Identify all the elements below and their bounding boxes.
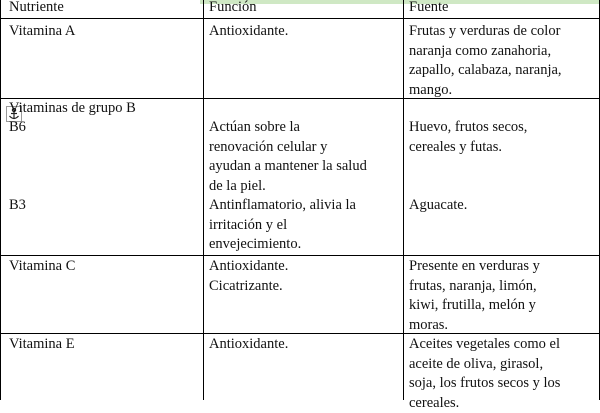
cell-funcion-b6: Actúan sobre la renovación celular y ayudan a mantener la salud de la piel. — [209, 119, 367, 194]
cell-fuente-b3: Aguacate. — [409, 197, 468, 213]
cell-fuente-vitamina-e: Aceites vegetales como el aceite de oliva, girasol, soja, los frutos secos y los cereales. — [409, 336, 561, 411]
cell-nutriente-grupo-b: Vitaminas de grupo B — [9, 100, 136, 116]
cell-nutriente-vitamina-e: Vitamina E — [9, 336, 75, 352]
cell-funcion-b3: Antinflamatorio, alivia la irritación y el envejecimiento. — [209, 197, 356, 252]
row-divider — [0, 255, 600, 256]
cell-nutriente-vitamina-a: Vitamina A — [9, 23, 76, 39]
cell-fuente-vitamina-a: Frutas y verduras de color naranja como zanahoria, zapallo, calabaza, naranja, mango. — [409, 23, 562, 98]
row-divider — [0, 18, 600, 19]
cell-nutriente-b6: B6 — [9, 119, 26, 135]
column-divider — [403, 0, 404, 400]
cell-fuente-b6: Huevo, frutos secos, cereales y futas. — [409, 119, 528, 155]
cell-funcion-vitamina-e: Antioxidante. — [209, 336, 289, 352]
cell-funcion-vitamina-c: Antioxidante. Cicatrizante. — [209, 258, 289, 294]
cell-funcion-vitamina-a: Antioxidante. — [209, 23, 289, 39]
cell-fuente-vitamina-c: Presente en verduras y frutas, naranja, limón, kiwi, frutilla, melón y moras. — [409, 258, 540, 333]
cell-nutriente-vitamina-c: Vitamina C — [9, 258, 76, 274]
column-divider — [0, 0, 1, 400]
header-fuente: Fuente — [409, 0, 449, 15]
header-nutriente: Nutriente — [9, 0, 64, 15]
header-funcion: Función — [209, 0, 257, 15]
column-divider — [203, 0, 204, 400]
cell-nutriente-b3: B3 — [9, 197, 26, 213]
